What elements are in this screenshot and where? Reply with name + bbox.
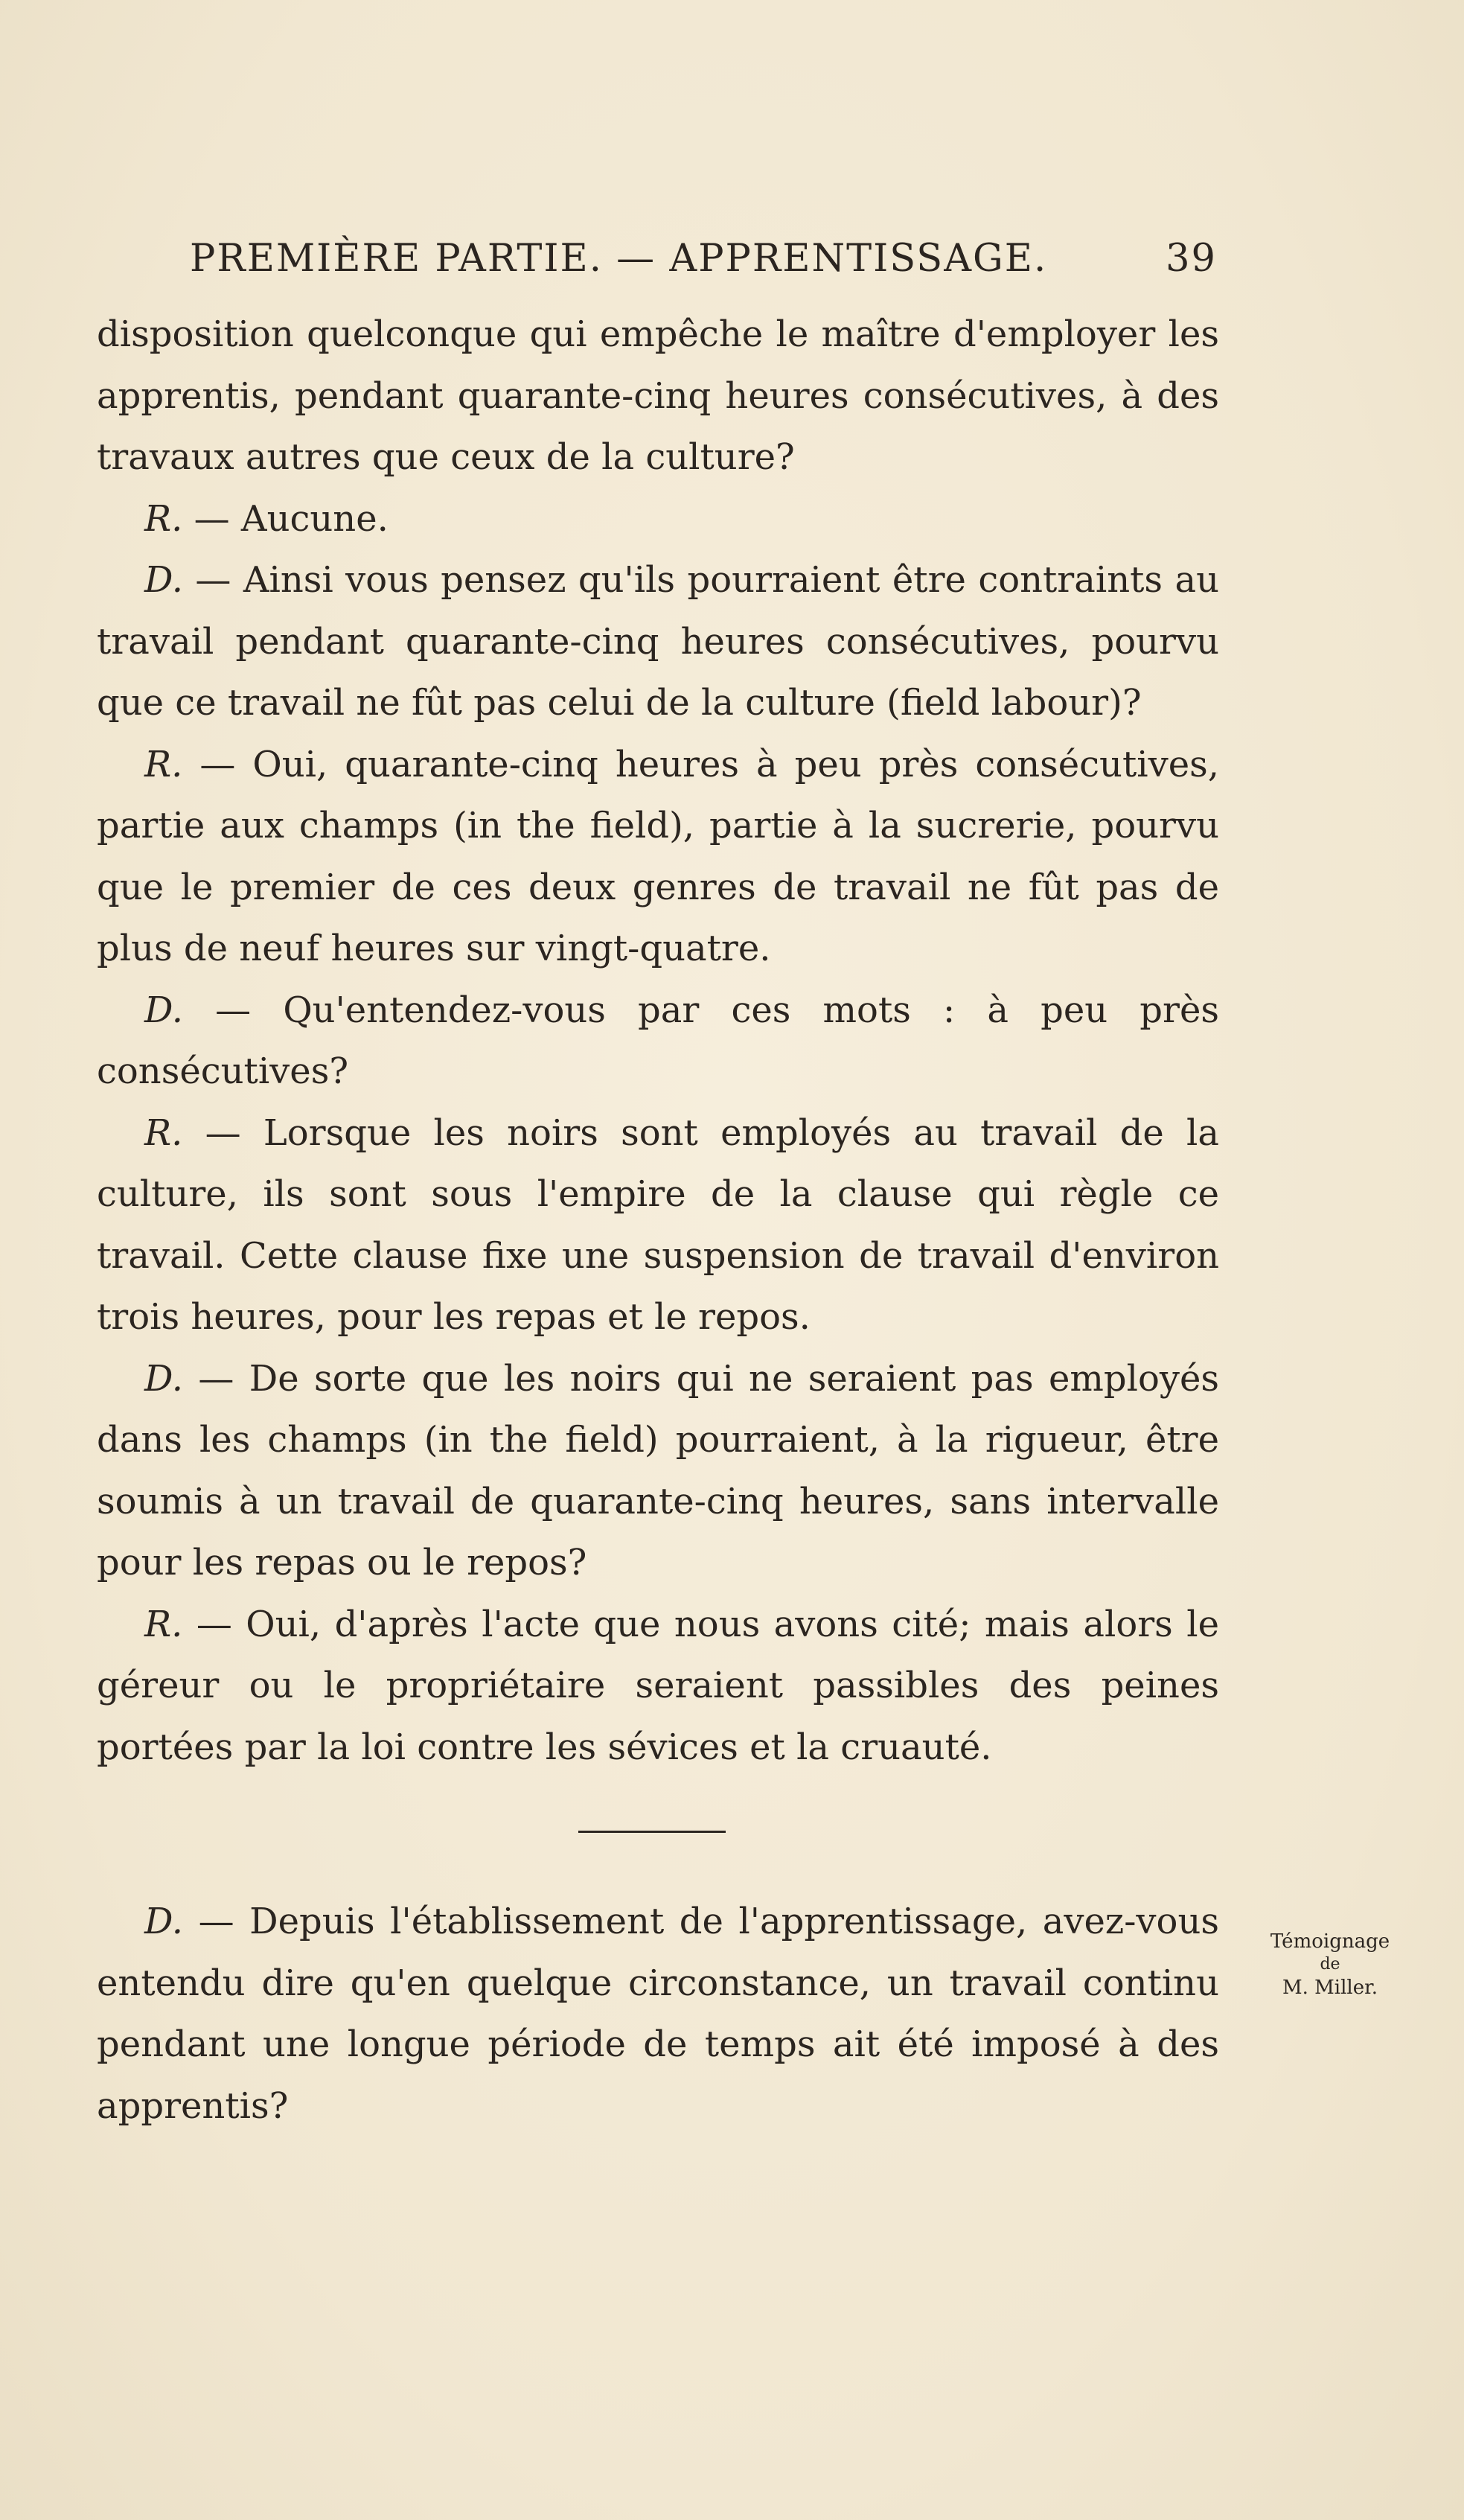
question-paragraph	[97, 1348, 1219, 1594]
paragraph-text: — Aucune.	[182, 497, 389, 540]
margin-note	[1244, 1928, 1416, 2001]
question-paragraph	[97, 1891, 1219, 2137]
speaker-label: D.	[144, 989, 184, 1031]
speaker-label: D.	[144, 1357, 184, 1400]
paragraph-text: — Oui, d'après l'acte que nous avons cité; mais alors le géreur ou le propriétaire seraient passibles des peines portées par la loi contre les sévices et la cruauté.	[97, 1603, 1219, 1768]
speaker-label: D.	[144, 559, 184, 601]
answer-paragraph	[97, 1594, 1219, 1779]
paragraph-text: — Lorsque les noirs sont employés au travail de la culture, ils sont sous l'empire de la clause qui règle ce travail. Cette clause fixe une suspension de travail d'environ trois heures, pour les repas et le repos.	[97, 1111, 1219, 1338]
margin-note-line: M. Miller.	[1282, 1977, 1378, 1999]
paragraph-text: disposition quelconque qui empêche le maître d'employer les apprentis, pendant quarante-cinq heures consécutives, à des travaux autres que ceux de la culture?	[97, 313, 1219, 478]
margin-note-line: de	[1320, 1955, 1340, 1974]
answer-paragraph	[97, 734, 1219, 980]
page-number: 39	[1166, 237, 1217, 281]
paragraph-text: — Depuis l'établissement de l'apprentissage, avez-vous entendu dire qu'en quelque circonstance, un travail continu pendant une longue période de temps ait été imposé à des apprentis?	[97, 1901, 1219, 2127]
section-divider	[578, 1831, 726, 1833]
main-text	[97, 304, 1219, 1778]
paragraph-text: — Ainsi vous pensez qu'ils pourraient être contraints au travail pendant quarante-cinq heures consécutives, pourvu que ce travail ne fût pas celui de la culture (field labour)?	[97, 559, 1219, 724]
speaker-label: R.	[144, 1111, 183, 1154]
speaker-label: R.	[144, 743, 183, 785]
question-paragraph	[97, 980, 1219, 1103]
answer-paragraph	[97, 1103, 1219, 1348]
margin-note-line: Témoignage	[1270, 1930, 1390, 1953]
paragraph-text: — Oui, quarante-cinq heures à peu près consécutives, partie aux champs (in the field), partie à la sucrerie, pourvu que le premier de ces deux genres de travail ne fût pas de plus de neuf heures sur vingt-quatre.	[97, 743, 1219, 969]
question-paragraph	[97, 549, 1219, 734]
section-text	[97, 1891, 1219, 2137]
paragraph-text: — Qu'entendez-vous par ces mots : à peu près consécutives?	[97, 989, 1219, 1092]
running-title: PREMIÈRE PARTIE. — APPRENTISSAGE.	[190, 237, 1048, 281]
speaker-label: R.	[144, 497, 183, 540]
paragraph-text: — De sorte que les noirs qui ne seraient pas employés dans les champs (in the field) pourraient, à la rigueur, être soumis à un travail de quarante-cinq heures, sans intervalle pour les repas ou le repos?	[97, 1357, 1219, 1583]
speaker-label: R.	[144, 1603, 183, 1645]
page-header	[190, 237, 1217, 289]
paragraph-continuation	[97, 304, 1219, 488]
speaker-label: D.	[144, 1901, 184, 1942]
answer-paragraph	[97, 488, 1219, 550]
